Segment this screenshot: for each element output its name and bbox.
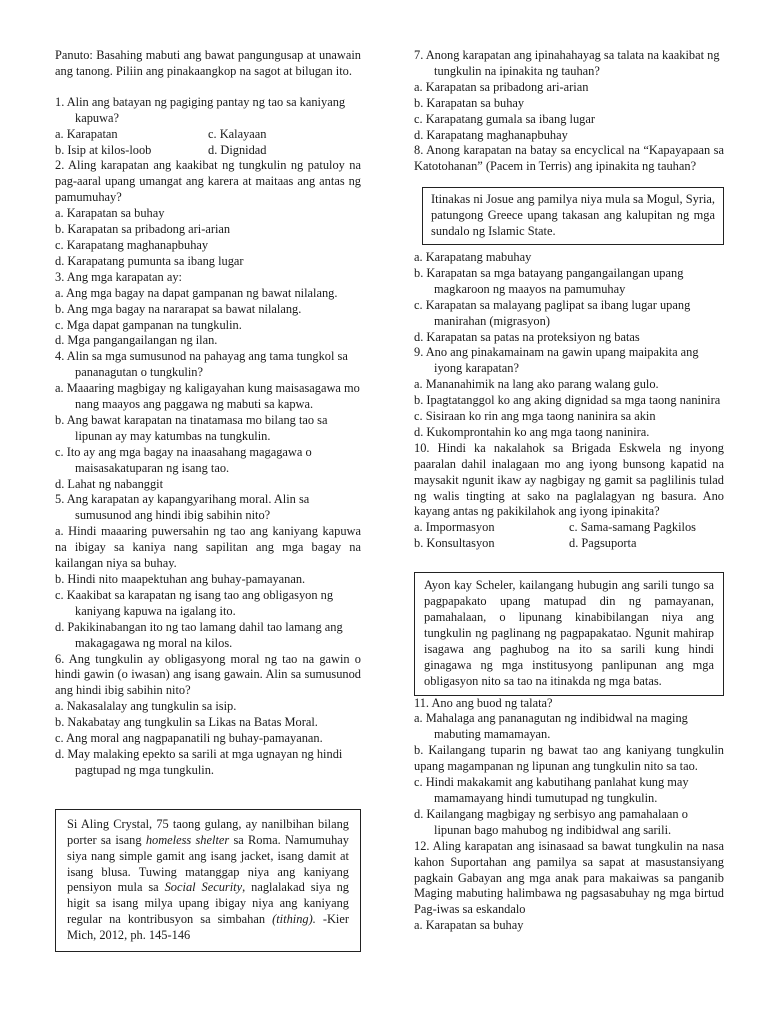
option: c. Mga dapat gampanan na tungkulin. bbox=[55, 317, 242, 332]
option: c. Karapatang maghanapbuhay bbox=[55, 237, 209, 252]
question-9: 9. Ano ang pinakamainam na gawin upang maipakita ang iyong karapatan? bbox=[414, 345, 699, 376]
question-1-options bbox=[55, 127, 361, 159]
story-text: , naglalakad siya ng higit sa isang milya upang ibigay niya ang kaniyang regular na kontribusyon sa simbahan bbox=[67, 880, 349, 927]
story-emphasis: homeless shelter bbox=[145, 832, 230, 847]
story-text: Si Aling Crystal, 75 taong gulang, ay nanilbihan bilang porter sa isang bbox=[67, 816, 349, 847]
option: a. Karapatan sa buhay bbox=[55, 206, 165, 221]
option: d. May malaking epekto sa sarili at mga ugnayan ng hindi pagtupad ng mga tungkulin. bbox=[55, 746, 343, 777]
option: a. Karapatan bbox=[55, 126, 118, 141]
option: c. Sisiraan ko rin ang mga taong naninira sa akin bbox=[414, 409, 656, 424]
option: b. Kailangang tuparin ng bawat tao ang kaniyang tungkulin upang magampanan ng lipunan ang tungkulin nito sa tao. bbox=[414, 743, 724, 774]
option: b. Karapatan sa mga batayang pangangailangan upang magkaroon ng maayos na pamumuhay bbox=[414, 265, 684, 296]
option: b. Hindi nito maapektuhan ang buhay-pamayanan. bbox=[55, 572, 306, 586]
instructions: Panuto: Basahing mabuti ang bawat pangungusap at unawain ang tanong. Piliin ang pinakaangkop na sagot at bilugan ito. bbox=[55, 48, 361, 78]
option: d. Kailangang magbigay ng serbisyo ang pamahalaan o lipunan bago mahubog ng indibidwal ang sarili. bbox=[414, 806, 688, 837]
option: d. Dignidad bbox=[208, 142, 267, 157]
question-2: 2. Aling karapatan ang kaakibat ng tungkulin ng patuloy na pag-aaral upang umangat ang karera at maitaas ang antas ng pamumuhay? bbox=[55, 158, 361, 205]
option: d. Karapatan sa patas na proteksiyon ng batas bbox=[414, 329, 640, 344]
question-10-options bbox=[414, 520, 724, 552]
question-5: 5. Ang karapatan ay kapangyarihang moral. Alin sa sumusunod ang hindi ibig sabihin nito? bbox=[55, 492, 310, 523]
option: c. Kaakibat sa karapatan ng isang tao ang obligasyon ng kaniyang kapuwa na igalang ito. bbox=[55, 587, 334, 618]
option: d. Karapatang maghanapbuhay bbox=[414, 127, 568, 142]
question-1: 1. Alin ang batayan ng pagiging pantay ng tao sa kaniyang kapuwa? bbox=[55, 94, 346, 125]
option: b. Ang bawat karapatan na tinatamasa mo bilang tao sa lipunan ay may katumbas na tungkulin. bbox=[55, 412, 328, 443]
question-12: 12. Aling karapatan ang isinasaad sa bawat tungkulin na nasa kahon Suportahan ang pamilya sa sapat at masustansiyang pagkain Gabayan ang mga anak para makaiwas sa panganib Maging mabuting halimbawa ng pagsasabuhay ng mga birtud Pag-iwas sa eskandalo bbox=[414, 838, 724, 917]
story-emphasis: (tithing). bbox=[272, 912, 316, 927]
option: b. Ipagtatanggol ko ang aking dignidad sa mga taong naninira bbox=[414, 393, 721, 408]
option: d. Kukomprontahin ko ang mga taong naninira. bbox=[414, 424, 650, 439]
option: b. Karapatan sa pribadong ari-arian bbox=[55, 222, 231, 237]
option: b. Nakabatay ang tungkulin sa Likas na Batas Moral. bbox=[55, 715, 318, 730]
question-7: 7. Anong karapatan ang ipinahahayag sa talata na kaakibat ng tungkulin na ipinakita ng tauhan? bbox=[414, 48, 720, 78]
option: d. Karapatang pumunta sa ibang lugar bbox=[55, 253, 244, 268]
option: a. Karapatang mabuhay bbox=[414, 249, 532, 264]
question-4: 4. Alin sa mga sumusunod na pahayag ang tama tungkol sa pananagutan o tungkulin? bbox=[55, 349, 348, 380]
option: b. Karapatan sa buhay bbox=[414, 95, 525, 110]
left-column bbox=[55, 48, 361, 952]
option: c. Karapatang gumala sa ibang lugar bbox=[414, 111, 595, 126]
option: a. Mahalaga ang pananagutan ng indibidwal na maging mabuting mamamayan. bbox=[414, 711, 688, 742]
option: a. Ang mga bagay na dapat gampanan ng bawat nilalang. bbox=[55, 285, 338, 300]
option: d. Lahat ng nabanggit bbox=[55, 476, 164, 491]
option: b. Ang mga bagay na nararapat sa bawat nilalang. bbox=[55, 301, 302, 316]
question-3: 3. Ang mga karapatan ay: bbox=[55, 269, 182, 284]
option: d. Pagsuporta bbox=[569, 536, 637, 551]
question-11: 11. Ano ang buod ng talata? bbox=[414, 695, 553, 710]
option: d. Pakikinabangan ito ng tao lamang dahil tao lamang ang makagagawa ng moral na kilos. bbox=[55, 619, 343, 650]
option: c. Kalayaan bbox=[208, 126, 267, 141]
option: c. Ang moral ang nagpapanatili ng buhay-pamayanan. bbox=[55, 731, 323, 746]
option: c. Karapatan sa malayang paglipat sa ibang lugar upang manirahan (migrasyon) bbox=[414, 297, 691, 328]
option: b. Isip at kilos-loob bbox=[55, 142, 152, 157]
story-box-aling-crystal bbox=[55, 809, 361, 952]
option: a. Maaaring magbigay ng kaligayahan kung maisasagawa mo nang maayos ang paggawa ng mabuti sa kapwa. bbox=[55, 381, 360, 412]
story-text: sa Roma. Namumuhay siya nang simple gamit ang isang jacket, isang damit at isang blusa. Tuwing matanggap niya ang kaniyang pensiyon mula sa bbox=[67, 832, 349, 895]
question-10: 10. Hindi ka nakalahok sa Brigada Eskwela ng inyong paaralan dahil inalagaan mo ang iyong bunsong kapatid na maysakit ngunit ikaw ay nagbigay ng gamit sa paglilinis tulad ng walis tingting at sako na paglalagyan ng basura. Ano kayang antas ng pakikilahok ang iyong ipinakita? bbox=[414, 440, 724, 519]
option: a. Karapatan sa pribadong ari-arian bbox=[414, 79, 589, 94]
story-emphasis: Social Security bbox=[164, 880, 243, 895]
story-citation: -Kier Mich, 2012, ph. 145-146 bbox=[67, 912, 349, 943]
option: a. Nakasalalay ang tungkulin sa isip. bbox=[55, 699, 237, 714]
option: c. Ito ay ang mga bagay na inaasahang magagawa o maisasakatuparan ng isang tao. bbox=[55, 444, 312, 475]
option: b. Konsultasyon bbox=[414, 536, 495, 551]
question-8: 8. Anong karapatan na batay sa encyclical na “Kapayapaan sa Katotohanan” (Pacem in Terris) ang ipinakita ng tauhan? bbox=[414, 143, 724, 174]
option: a. Hindi maaaring puwersahin ng tao ang kaniyang kapuwa na ibigay sa kaniya nang sapilitan ang mga bagay na kailangan niya sa buhay. bbox=[55, 524, 361, 571]
option: a. Karapatan sa buhay bbox=[414, 918, 524, 933]
question-6: 6. Ang tungkulin ay obligasyong moral ng tao na gawin o hindi gawin (o iwasan) ang isang gawain. Alin sa sumusunod ang hindi ibig sabihin nito? bbox=[55, 651, 361, 698]
option: c. Hindi makakamit ang kabutihang panlahat kung may mamamayang hindi tumutupad ng tungkulin. bbox=[414, 775, 689, 805]
option: a. Impormasyon bbox=[414, 520, 495, 535]
option: d. Mga pangangailangan ng ilan. bbox=[55, 333, 218, 348]
right-column bbox=[414, 48, 724, 934]
option: a. Mananahimik na lang ako parang walang gulo. bbox=[414, 377, 659, 392]
passage-box-scheler: Ayon kay Scheler, kailangang hubugin ang sarili tungo sa pagpapakato upang matupad din ng pamayanan, pamahalaan, o lipunang kinabibilangan niya ang tungkulin ng paglinang ng pagpapakatao. Ngunit mahirap isagawa ang paghubog na ito sa sarili kung hindi ginagawa ng mga institusyong panlipunan ang mga obligasyon nito sa tao na itinakda ng mga batas. bbox=[414, 572, 724, 695]
story-box-josue: Itinakas ni Josue ang pamilya niya mula sa Mogul, Syria, patungong Greece upang takasan ang kalupitan ng mga sundalo ng Islamic State. bbox=[422, 187, 724, 245]
option: c. Sama-samang Pagkilos bbox=[569, 520, 696, 535]
